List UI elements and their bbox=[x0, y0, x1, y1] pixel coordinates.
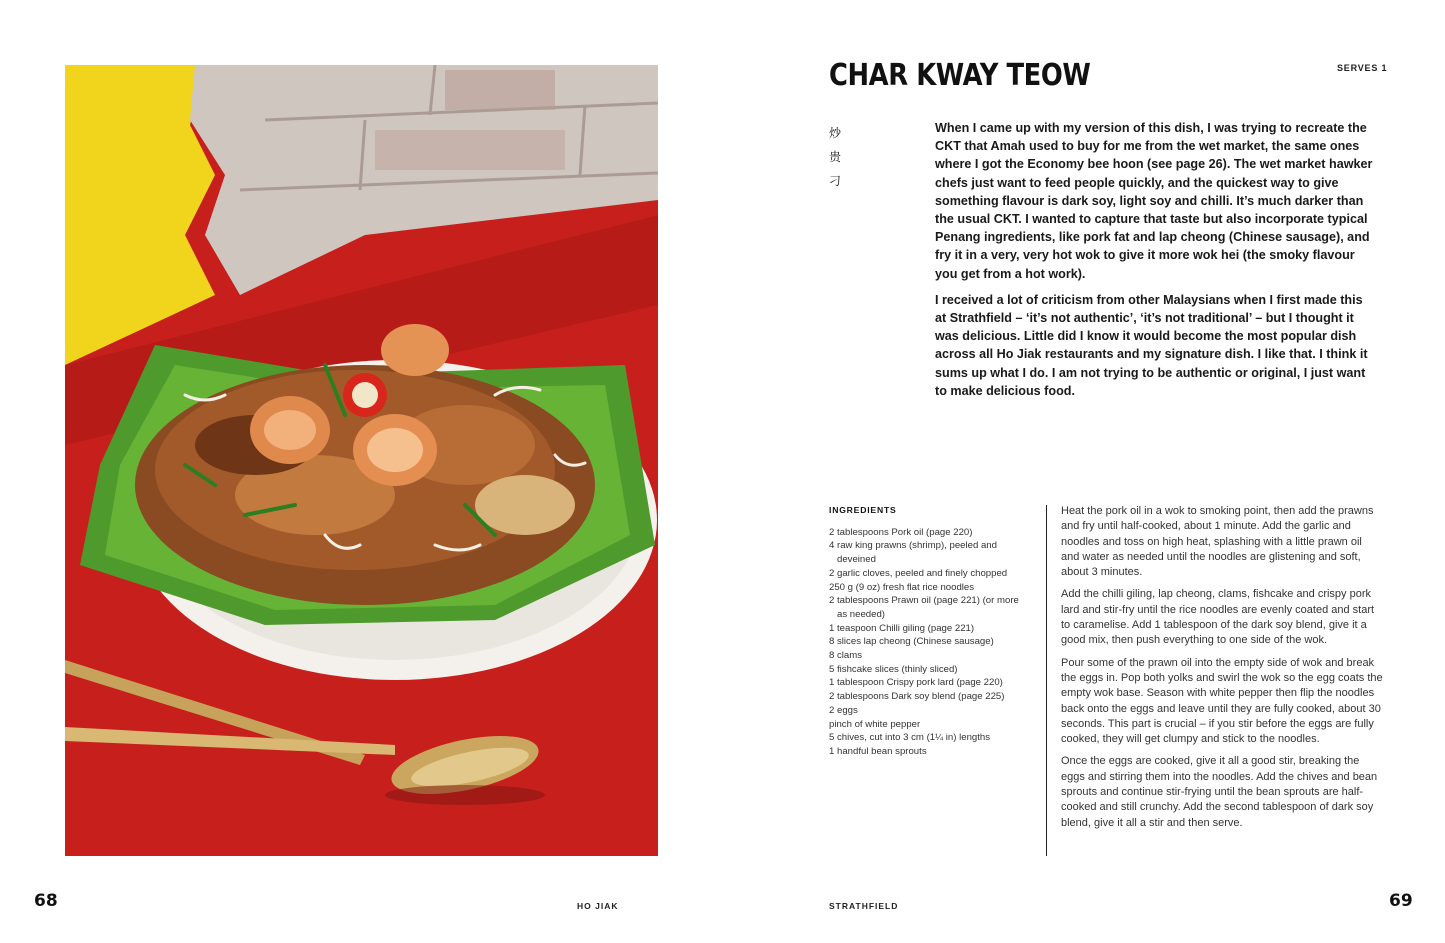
ingredient-item: 2 tablespoons Pork oil (page 220) bbox=[829, 526, 973, 538]
ingredient-item: 1 tablespoon Crispy pork lard (page 220) bbox=[829, 677, 1003, 689]
ingredient-item: 8 clams bbox=[829, 650, 863, 662]
ingredient-item: 1 teaspoon Chilli giling (page 221) bbox=[829, 622, 975, 634]
method-text bbox=[1061, 504, 1383, 838]
left-running-head: HO JIAK bbox=[577, 901, 619, 911]
ingredient-item: 8 slices lap cheong (Chinese sausage) bbox=[829, 636, 994, 648]
right-page-number: 69 bbox=[1389, 891, 1413, 911]
method-step: Heat the pork oil in a wok to smoking point, then add the prawns and fry until half-cooked, about 1 minute. Add the garlic and noodles and toss on high heat, splashing with a little prawn oil and water as needed until the noodles are glistening and soft, about 3 minutes. bbox=[1061, 505, 1374, 579]
serves-label: SERVES 1 bbox=[1337, 63, 1388, 73]
chinese-char: 贵 bbox=[829, 150, 842, 164]
ingredient-item: 2 garlic cloves, peeled and finely chopped bbox=[829, 567, 1008, 579]
column-divider bbox=[1046, 505, 1047, 856]
recipe-title: CHAR KWAY TEOW bbox=[829, 58, 1091, 93]
ingredients-list bbox=[829, 504, 1029, 759]
ingredient-item: 5 fishcake slices (thinly sliced) bbox=[829, 663, 958, 675]
ingredient-item: 2 eggs bbox=[829, 704, 858, 716]
left-page-number: 68 bbox=[34, 891, 58, 911]
ingredient-item: 250 g (9 oz) fresh flat rice noodles bbox=[829, 581, 975, 593]
intro-paragraph: I received a lot of criticism from other Malaysians when I first made this at Strathfield – ‘it’s not authentic’, ‘it’s not traditional’ – but I thought it was delicious. Little did I know it would become the most popular dish across all Ho Jiak restaurants and my signature dish. I like that. I think it sums up what I do. I am not trying to be authentic or original, I just want to make delicious food. bbox=[935, 292, 1368, 398]
chinese-char: 炒 bbox=[829, 126, 842, 140]
right-running-head: STRATHFIELD bbox=[829, 901, 899, 911]
chinese-char: 刁 bbox=[829, 174, 842, 188]
ingredient-item: 2 tablespoons Dark soy blend (page 225) bbox=[829, 691, 1005, 703]
ingredient-item: 4 raw king prawns (shrimp), peeled and deveined bbox=[829, 540, 997, 566]
dish-photo bbox=[65, 65, 658, 856]
intro-paragraph: When I came up with my version of this dish, I was trying to recreate the CKT that Amah used to buy for me from the wet market, the same ones where I got the Economy bee hoon (see page 26). The wet market hawker chefs just want to feed people quickly, and the quickest way to give something flavour is dark soy, light soy and chilli. It’s much darker than the usual CKT. I wanted to capture that taste but also incorporate typical Penang ingredients, like pork fat and lap cheong (Chinese sausage), and fry it in a very, very hot wok to give it more wok hei (the smoky flavour you get from a hot work). bbox=[935, 121, 1373, 281]
ingredient-item: 1 handful bean sprouts bbox=[829, 745, 927, 757]
method-step: Once the eggs are cooked, give it all a good stir, breaking the eggs and stirring them into the noodles. Add the chives and bean sprouts and continue stir-frying until the bean sprouts are half-cooked and still crunchy. Add the second tablespoon of dark soy blend, give it all a stir and then serve. bbox=[1061, 755, 1378, 829]
method-step: Pour some of the prawn oil into the empty side of wok and break the eggs in. Pop both yolks and swirl the wok so the egg coats the empty wok base. Season with white pepper then flip the noodles back onto the eggs and leave until they are fully cooked, about 30 seconds. This part is crucial – if you stir before the eggs are fully cooked, they will get clumpy and stick to the noodles. bbox=[1061, 656, 1383, 746]
ingredient-item: 5 chives, cut into 3 cm (1¼ in) lengths bbox=[829, 732, 991, 744]
intro-text bbox=[935, 119, 1375, 408]
ingredient-item: 2 tablespoons Prawn oil (page 221) (or more as needed) bbox=[829, 595, 1019, 620]
chinese-dish-name bbox=[829, 121, 847, 193]
ingredients-heading: INGREDIENTS bbox=[829, 505, 897, 515]
ingredient-item: pinch of white pepper bbox=[829, 718, 921, 730]
method-step: Add the chilli giling, lap cheong, clams, fishcake and crispy pork lard and stir-fry until the rice noodles are evenly coated and start to caramelise. Add 1 tablespoon of the dark soy blend, give it a good mix, then push everything to one side of the wok. bbox=[1061, 588, 1375, 647]
char-kway-teow-photo-icon bbox=[65, 65, 658, 856]
